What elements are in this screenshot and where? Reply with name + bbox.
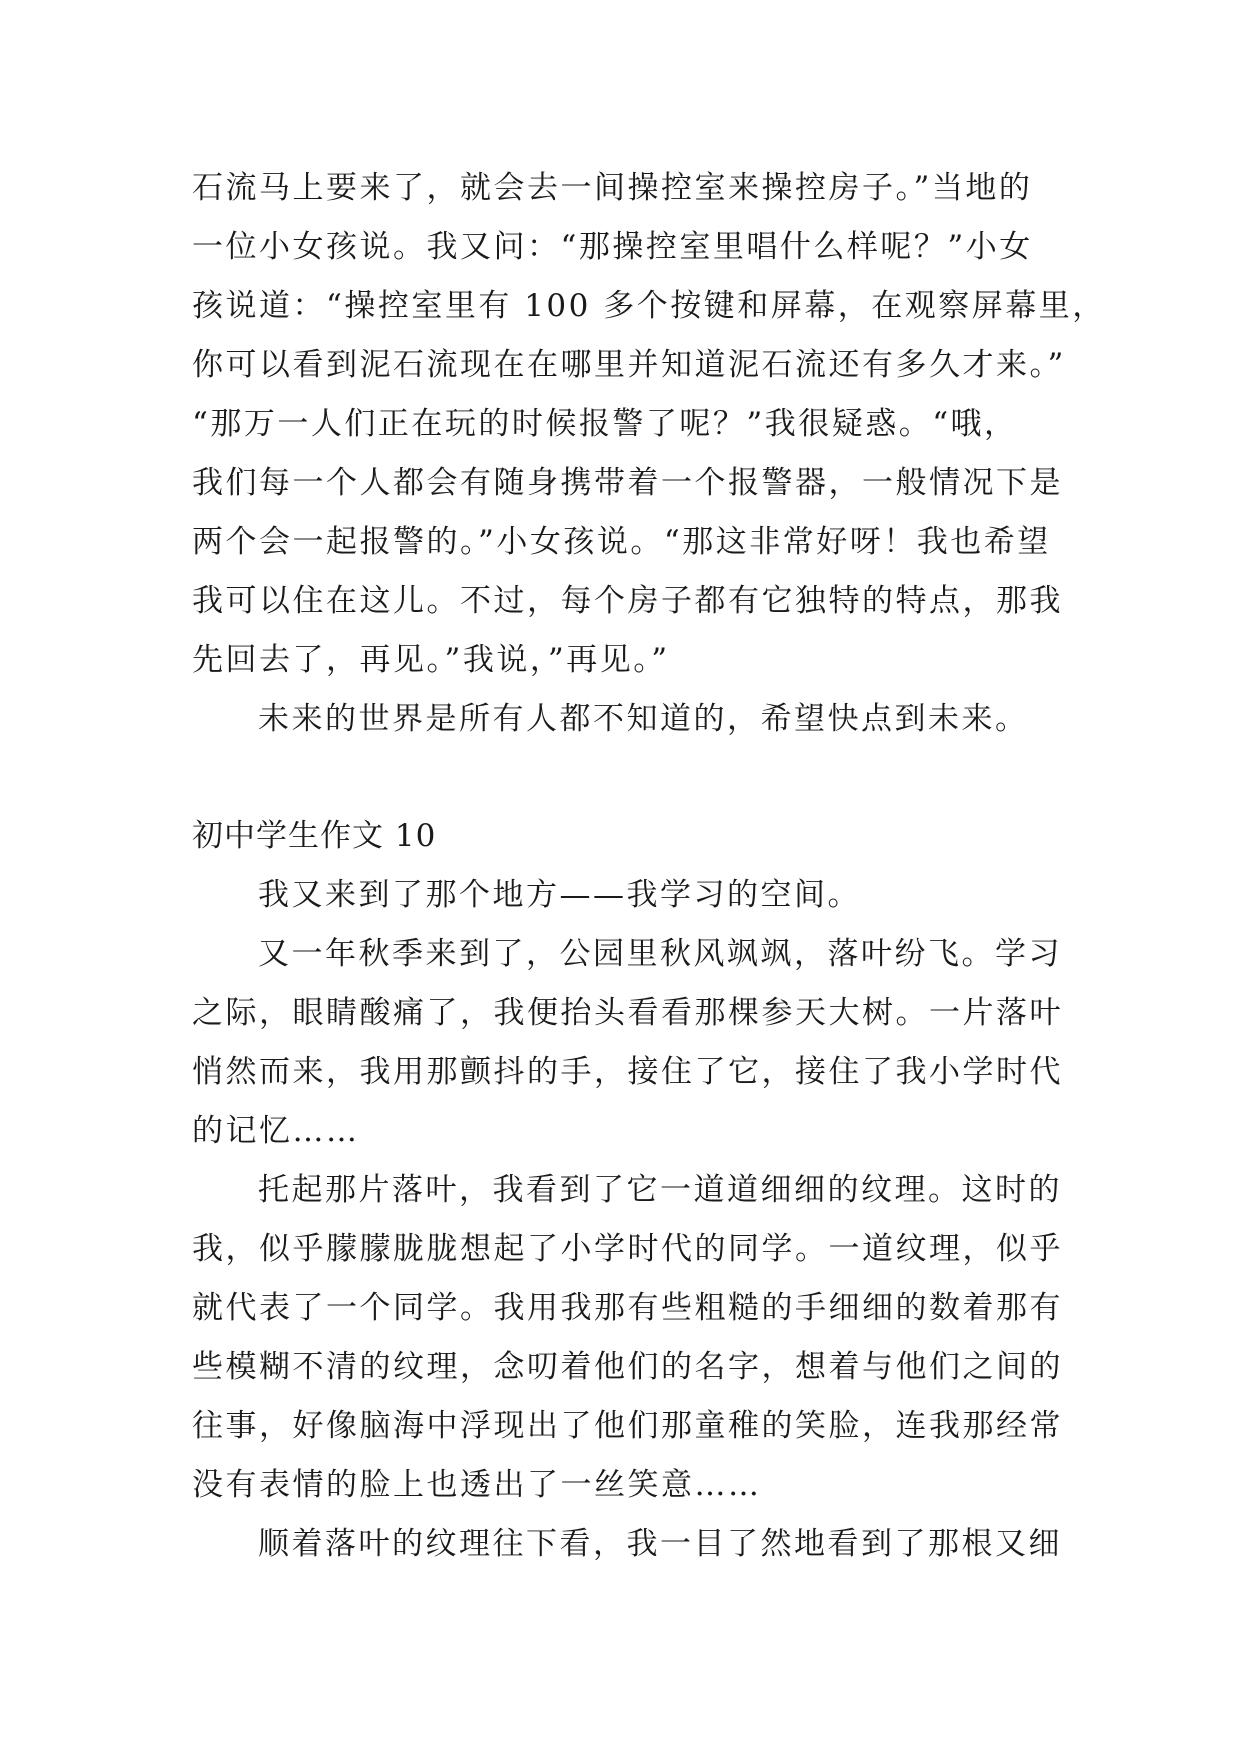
section-heading: 初中学生作文 10	[192, 818, 437, 854]
text-line: 没有表情的脸上也透出了一丝笑意……	[192, 1467, 762, 1503]
text-line: 两个会一起报警的。”小女孩说。“那这非常好呀！我也希望	[192, 524, 1051, 560]
text-line: 我可以住在这儿。不过，每个房子都有它独特的特点，那我	[192, 583, 1063, 619]
text-line: 先回去了，再见。”我说，”再见。”	[192, 642, 670, 678]
text-line: 我们每一个人都会有随身携带着一个报警器，一般情况下是	[192, 465, 1063, 501]
text-line: 我，似乎朦朦胧胧想起了小学时代的同学。一道纹理，似乎	[192, 1231, 1063, 1267]
paragraph-first-line: 未来的世界是所有人都不知道的，希望快点到未来。	[258, 701, 1029, 737]
text-line: 一位小女孩说。我又问：“那操控室里唱什么样呢？”小女	[192, 229, 1033, 265]
text-line: 悄然而来，我用那颤抖的手，接住了它，接住了我小学时代	[192, 1054, 1063, 1090]
text-line: 你可以看到泥石流现在在哪里并知道泥石流还有多久才来。”	[192, 347, 1066, 383]
text-line: 往事，好像脑海中浮现出了他们那童稚的笑脸，连我那经常	[192, 1408, 1063, 1444]
text-line: 些模糊不清的纹理，念叨着他们的名字，想着与他们之间的	[192, 1349, 1063, 1385]
paragraph-first-line: 托起那片落叶，我看到了它一道道细细的纹理。这时的	[258, 1172, 1062, 1208]
text-line: 就代表了一个同学。我用我那有些粗糙的手细细的数着那有	[192, 1290, 1063, 1326]
text-line: 的记忆……	[192, 1113, 360, 1149]
text-line: “那万一人们正在玩的时候报警了呢？”我很疑惑。“哦，	[192, 406, 1018, 442]
paragraph-first-line: 顺着落叶的纹理往下看，我一目了然地看到了那根又细	[258, 1526, 1062, 1562]
paragraph-first-line: 我又来到了那个地方——我学习的空间。	[258, 877, 861, 913]
text-line: 孩说道：“操控室里有 100 多个按键和屏幕，在观察屏幕里，	[192, 288, 1106, 324]
text-line: 之际，眼睛酸痛了，我便抬头看看那棵参天大树。一片落叶	[192, 995, 1063, 1031]
paragraph-first-line: 又一年秋季来到了，公园里秋风飒飒，落叶纷飞。学习	[258, 936, 1062, 972]
text-line: 石流马上要来了，就会去一间操控室来操控房子。”当地的	[192, 170, 1033, 206]
